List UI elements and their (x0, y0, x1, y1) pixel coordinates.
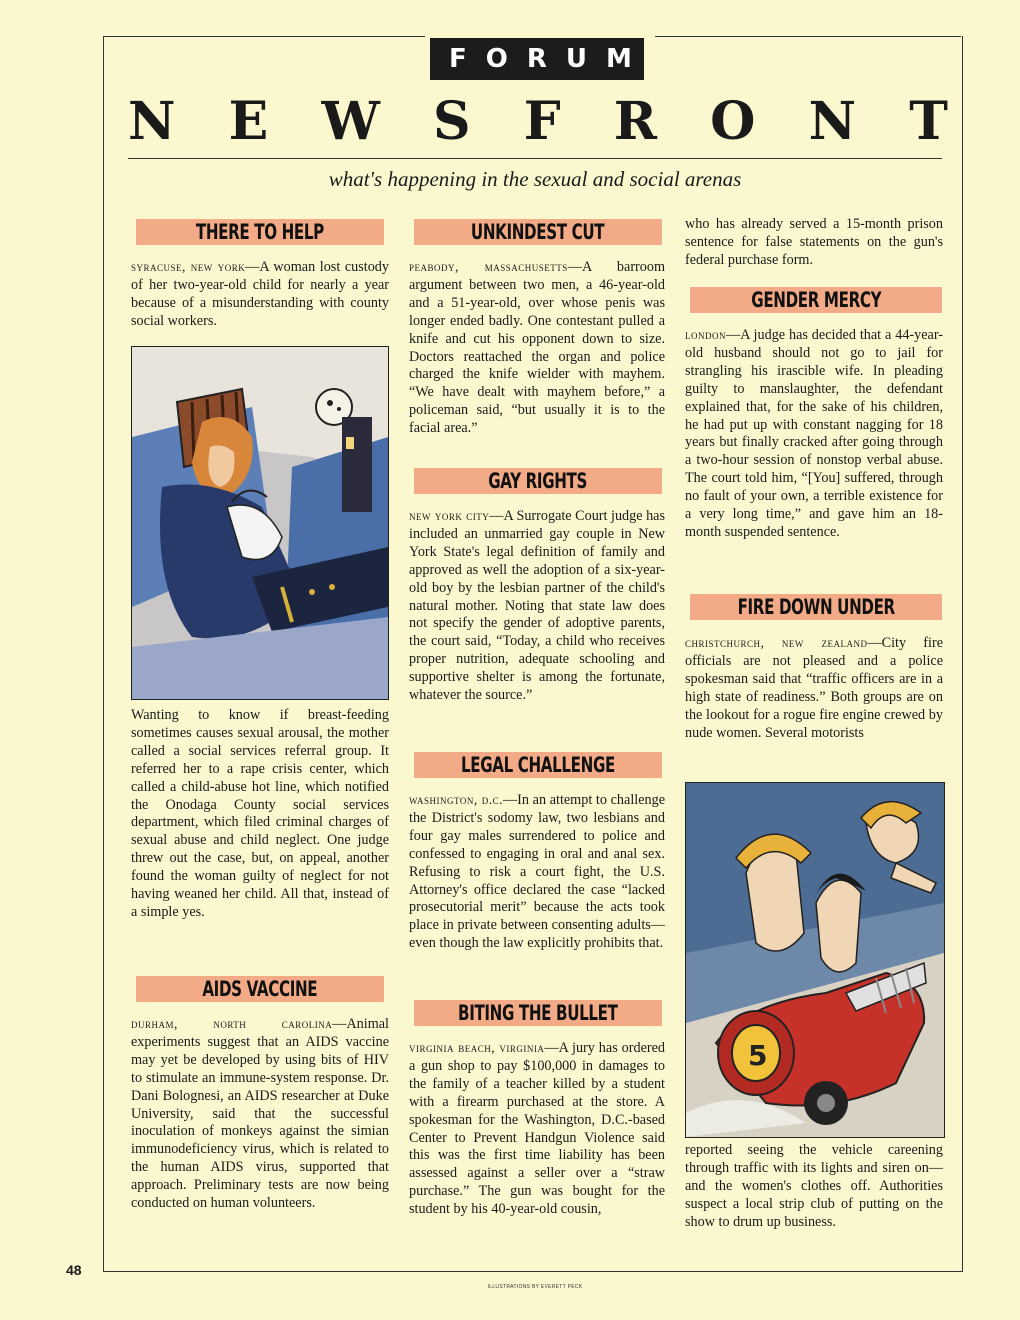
illustration-left (131, 346, 389, 700)
frame-top-rule-left (103, 36, 425, 37)
headline-unkindest-cut: UNKINDEST CUT (414, 219, 662, 245)
dateline: virginia beach, virginia (409, 1040, 545, 1055)
tagline: what's happening in the sexual and social arenas (328, 167, 742, 191)
mother-police-illustration (132, 347, 388, 699)
dateline: washington, d.c. (409, 792, 503, 807)
headline-biting-the-bullet: BITING THE BULLET (414, 1000, 662, 1026)
article-aids-vaccine: durham, north carolina—Animal experiments suggest that an AIDS vaccine may yet be developed by using bits of HIV to stimulate an immune-system response. Dr. Dani Bolognesi, an AIDS researcher at Duke University, said that the successful inoculation of monkeys against the simian immunodeficiency virus, which is related to the human AIDS virus, supported that approach. Preliminary tests are now being conducted on human volunteers. (131, 1016, 389, 1212)
article-gender-mercy: london—A judge has decided that a 44-year-old husband should not go to jail for strangling his irascible wife. In pleading guilty to manslaughter, the defendant explained that, for the sake of his children, he had put up with constant nagging for 18 years but finally cracked after going through a two-hour session of nonstop verbal abuse. The court told him, “[You] suffered, through no fault of your own, a terrible existence for a very long time,” and gave him an 18-month suspended sentence. (685, 327, 943, 540)
fire-engine-illustration (686, 783, 944, 1137)
dateline: london (685, 327, 726, 342)
headline-there-to-help: THERE TO HELP (136, 219, 384, 245)
headline-aids-vaccine: AIDS VACCINE (136, 976, 384, 1002)
masthead-letter: O (710, 91, 756, 152)
article-there-to-help-continued: Wanting to know if breast-feeding sometimes causes sexual arousal, the mother called a social services referral group. It referred her to a rape crisis center, which called a child-abuse hot line, which notified the Onodaga County social services department, which filed criminal charges of sexual abuse and child neglect. One judge threw out the case, but, on appeal, another found the woman guilty of neglect for not having weaned her child. All that, instead of a simple yes. (131, 707, 389, 920)
article-there-to-help-lead: syracuse, new york—A woman lost custody of her two-year-old child for nearly a year because of a misunderstanding with county social workers. (131, 259, 389, 329)
svg-text:5: 5 (748, 1039, 768, 1072)
dateline: new york city (409, 508, 490, 523)
article-fire-down-under-continued: reported seeing the vehicle careening through traffic with its lights and siren on—and the women's clothes off. Authorities suspect a local strip club of putting on the show to drum up business. (685, 1142, 943, 1230)
headline-gay-rights: GAY RIGHTS (414, 468, 662, 494)
article-gay-rights: new york city—A Surrogate Court judge has included an unmarried gay couple in New York State's legal definition of family and approved as well the adoption of a six-year-old boy by the lesbian partner of the child's natural mother. Noting that state law does not specify the gender of adoptive parents, the court said, “Today, a child who receives proper nutrition, adequate schooling and supportive shelter is among the fortunate, whatever the source.” (409, 508, 665, 704)
masthead-letter: S (433, 91, 471, 152)
forum-label: FORUM (430, 38, 644, 80)
masthead-letter: W (321, 91, 380, 152)
masthead-letter: N (808, 91, 857, 152)
illustration-credit: ILLUSTRATIONS BY EVERETT PECK (487, 1284, 583, 1290)
article-biting-the-bullet-continued: who has already served a 15-month prison sentence for false statements on the gun's federal purchase form. (685, 216, 943, 268)
page-number: 48 (66, 1262, 82, 1278)
dateline: christchurch, new zealand (685, 635, 868, 650)
article-fire-down-under: christchurch, new zealand—City fire officials are not pleased and a police spokesman said that “traffic officers are in a high state of readiness.” Both groups are on the lookout for a rogue fire engine crewed by nude women. Several motorists (685, 635, 943, 741)
masthead-letter: E (228, 91, 269, 152)
article-legal-challenge: washington, d.c.—In an attempt to challenge the District's sodomy law, two lesbians and four gay males surrendered to police and confessed to engaging in oral and anal sex. Refusing to risk a court fight, the U.S. Attorney's office declared the case “lacked prosecutorial merit” because the acts took place in private between consenting adults—even though the law explicitly prohibits that. (409, 792, 665, 952)
masthead-letter: N (128, 91, 176, 152)
dateline: durham, north carolina (131, 1016, 333, 1031)
headline-gender-mercy: GENDER MERCY (690, 287, 942, 313)
article-biting-the-bullet: virginia beach, virginia—A jury has ordered a gun shop to pay $100,000 in damages to the family of a teacher killed by a student with a firearm purchased at the store. A spokesman for the Washington, D.C.-based Center to Prevent Handgun Violence said this was the first time liability has been assessed against a seller over a “straw purchase.” The gun was bought for the student by his 40-year-old cousin, (409, 1040, 665, 1218)
masthead-letter: T (909, 91, 948, 152)
masthead-letter: F (523, 91, 561, 152)
masthead-title (128, 92, 948, 152)
masthead-rule (128, 158, 942, 159)
frame-top-rule-right (655, 36, 961, 37)
illustration-right (685, 782, 945, 1138)
headline-fire-down-under: FIRE DOWN UNDER (690, 594, 942, 620)
dateline: syracuse, new york (131, 259, 246, 274)
masthead-letter: R (613, 91, 657, 152)
headline-legal-challenge: LEGAL CHALLENGE (414, 752, 662, 778)
dateline: peabody, massachusetts (409, 259, 568, 274)
article-unkindest-cut: peabody, massachusetts—A barroom argument between two men, a 46-year-old and a 51-year-old, over whose penis was longer ended badly. One contestant pulled a knife and cut his opponent down to size. Doctors reattached the organ and police charged the knife wielder with mayhem. “We have dealt with mayhem before,” a policeman said, “but usually it is to the facial area.” (409, 259, 665, 437)
